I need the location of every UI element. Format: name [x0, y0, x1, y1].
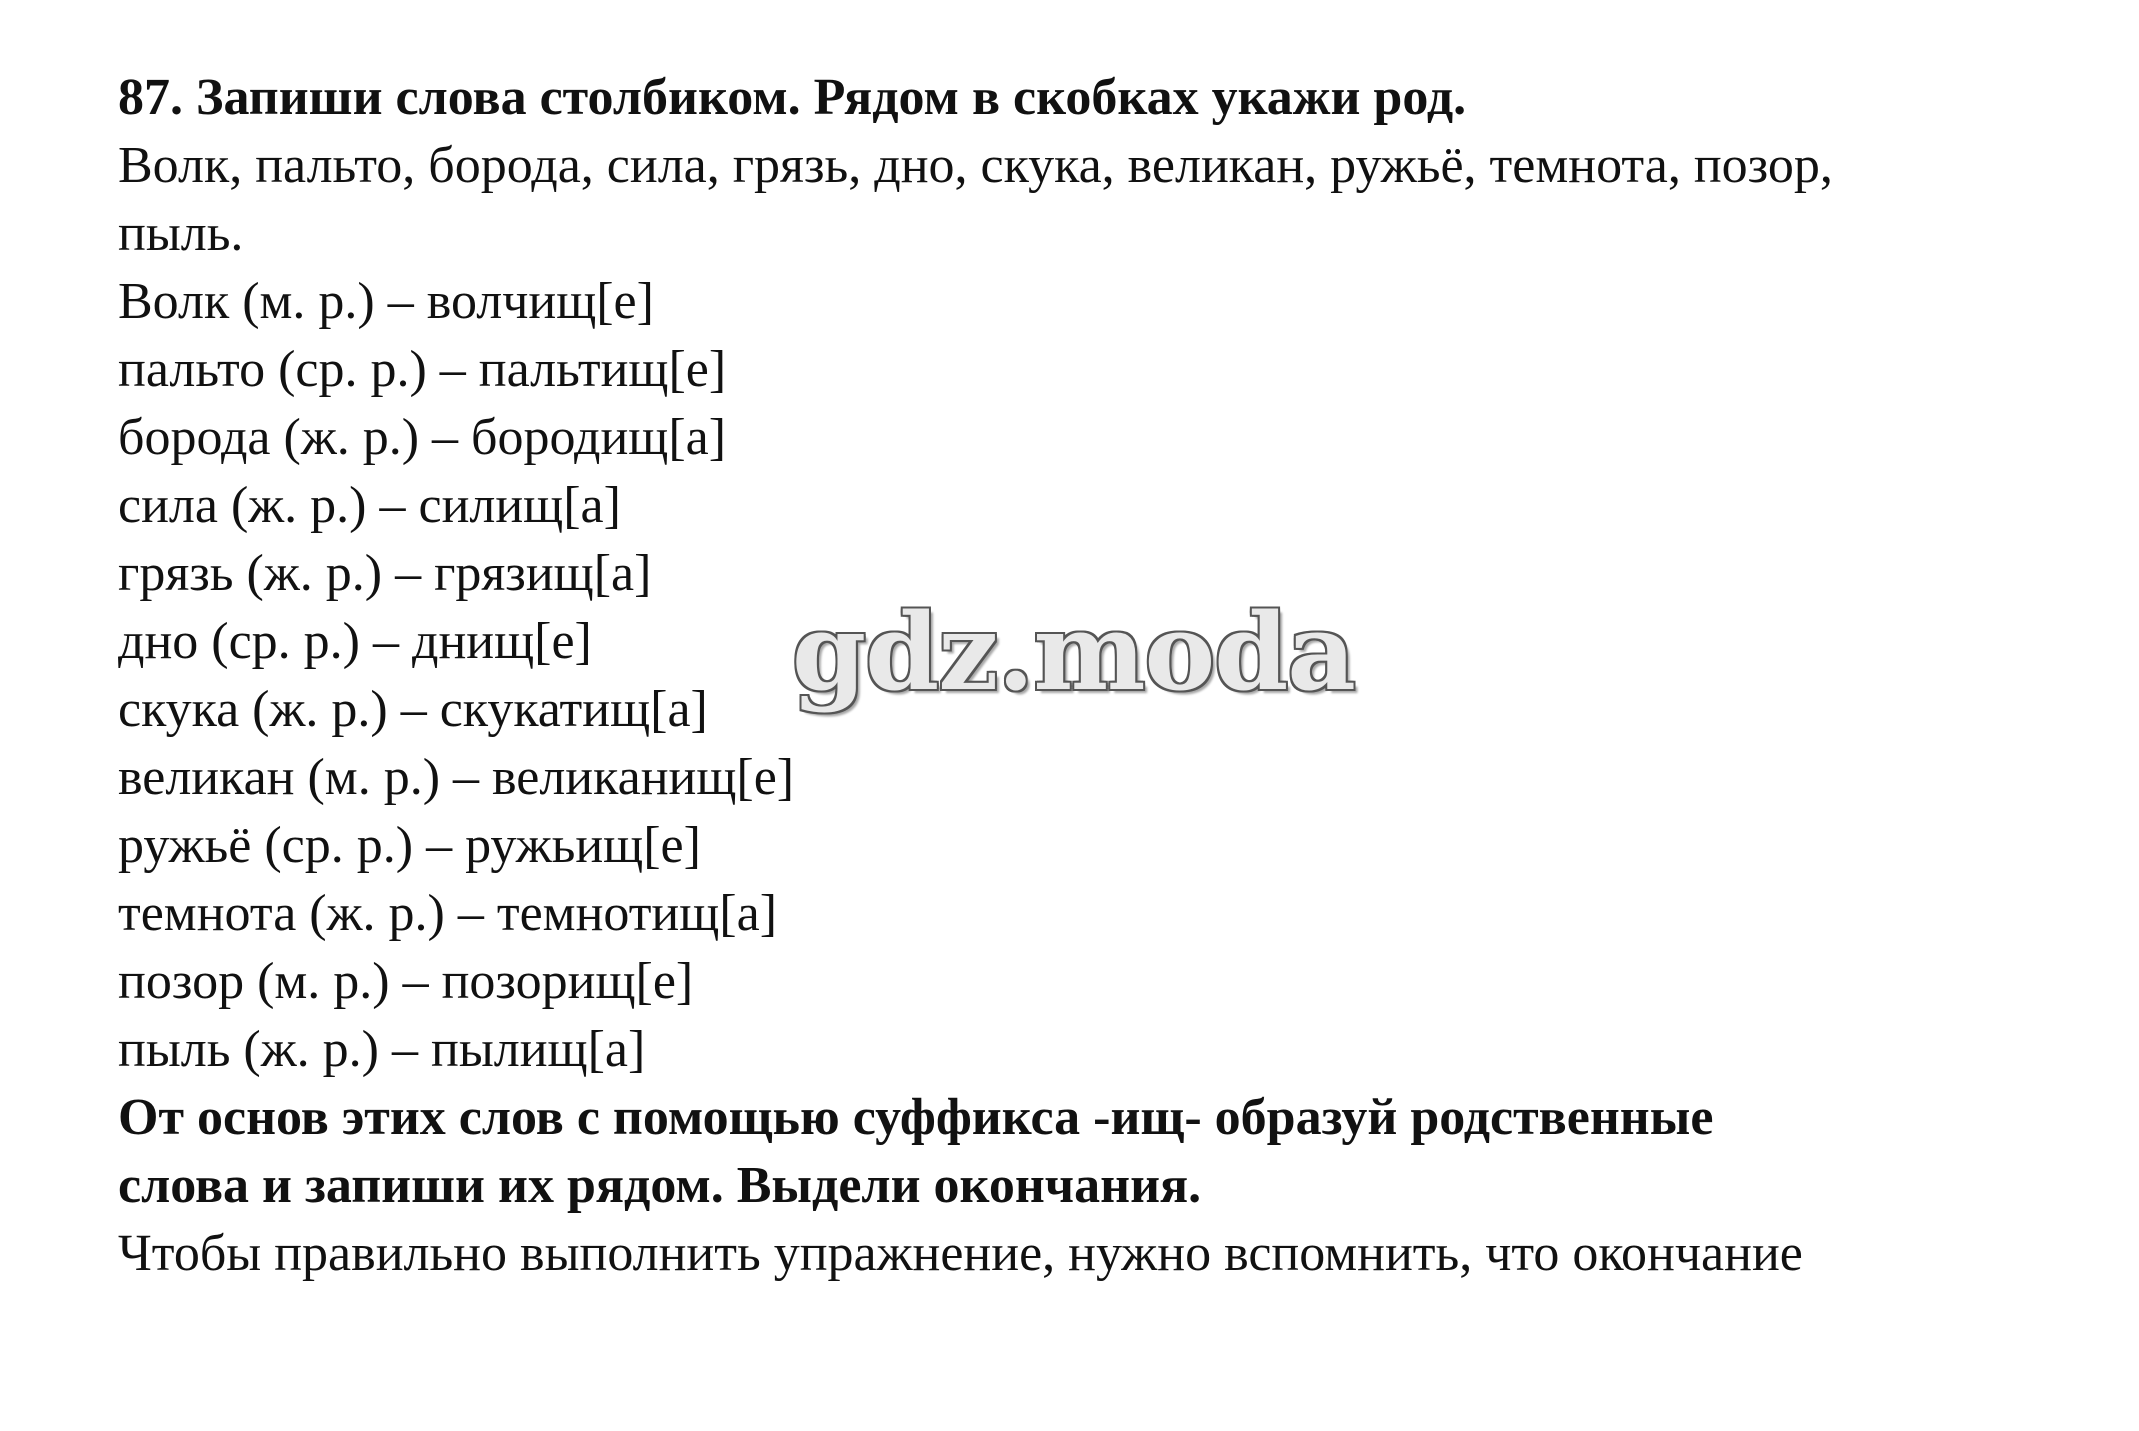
answer-line: борода (ж. р.) – бородищ[а] [118, 409, 727, 466]
task-heading: 87. Запиши слова столбиком. Рядом в скобках укажи род. [118, 69, 1467, 126]
answer-line: великан (м. р.) – великанищ[е] [118, 749, 795, 806]
answer-line: темнота (ж. р.) – темнотищ[а] [118, 885, 778, 942]
watermark-logo: gdz.moda [792, 589, 1355, 714]
answer-line: грязь (ж. р.) – грязищ[а] [118, 545, 652, 602]
explanation-line-1: Чтобы правильно выполнить упражнение, нужно вспомнить, что окончание [118, 1225, 1803, 1282]
answer-line: пыль (ж. р.) – пылищ[а] [118, 1021, 646, 1078]
answer-line: скука (ж. р.) – скукатищ[а] [118, 681, 708, 738]
instruction-line-1: От основ этих слов с помощью суффикса -ищ- образуй родственные [118, 1089, 1714, 1146]
answer-line: позор (м. р.) – позорищ[е] [118, 953, 694, 1010]
answer-line: Волк (м. р.) – волчищ[е] [118, 273, 654, 330]
word-list-line-2: пыль. [118, 205, 244, 262]
answer-line: дно (ср. р.) – днищ[е] [118, 613, 592, 670]
answer-line: ружьё (ср. р.) – ружьищ[е] [118, 817, 701, 874]
answer-line: сила (ж. р.) – силищ[а] [118, 477, 621, 534]
answer-line: пальто (ср. р.) – пальтищ[е] [118, 341, 727, 398]
instruction-line-2: слова и запиши их рядом. Выдели окончания. [118, 1157, 1202, 1214]
document-page [118, 64, 2108, 1288]
word-list-line-1: Волк, пальто, борода, сила, грязь, дно, скука, великан, ружьё, темнота, позор, [118, 137, 1833, 194]
